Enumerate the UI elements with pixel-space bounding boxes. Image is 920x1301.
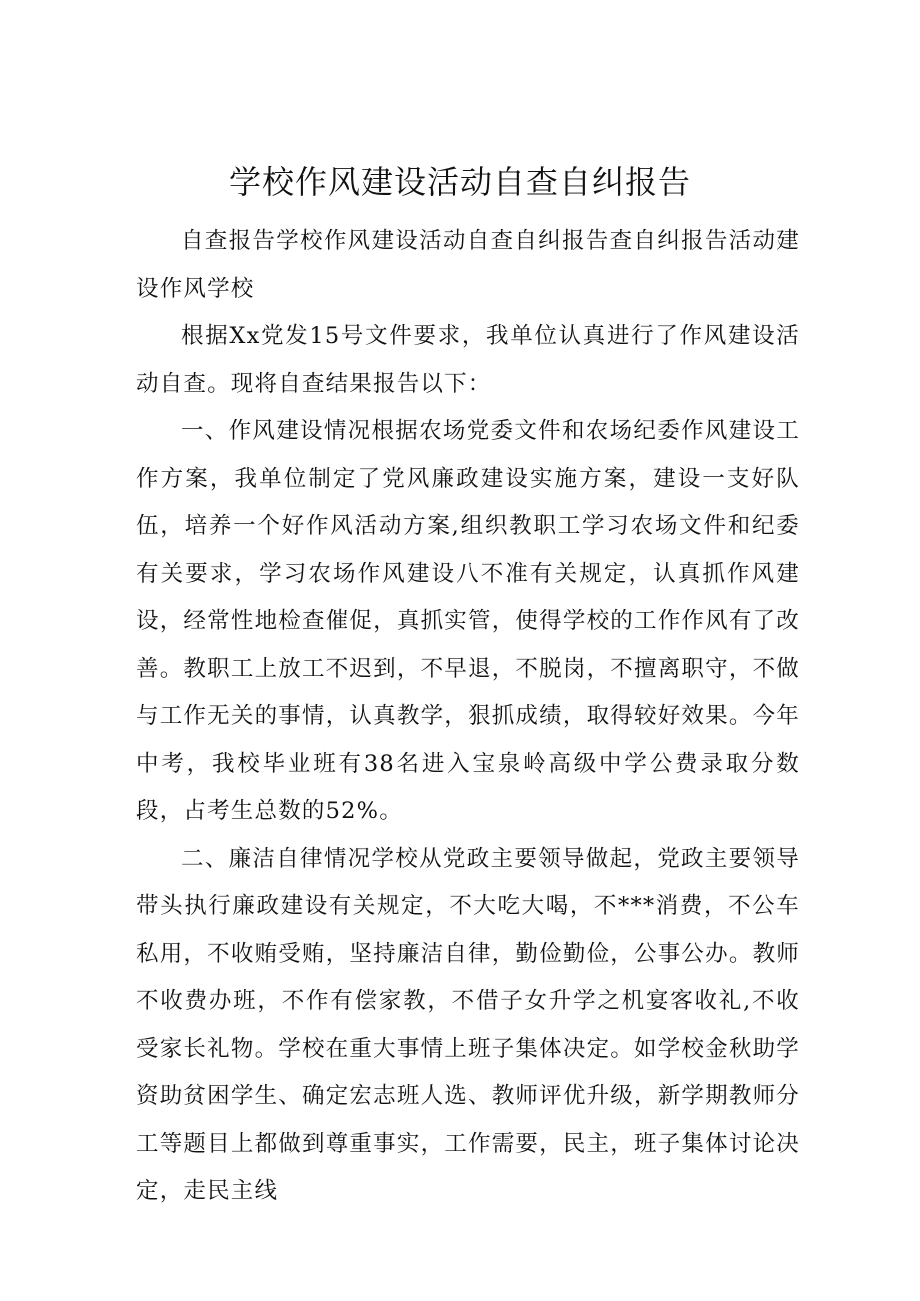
document-body xyxy=(136,218,800,1216)
document-title: 学校作风建设活动自查自纠报告 xyxy=(228,163,691,201)
paragraph-keywords: 自查报告学校作风建设活动自查自纠报告查自纠报告活动建设作风学校 xyxy=(136,228,800,302)
paragraph-section-2: 二、廉洁自律情况学校从党政主要领导做起，党政主要领导带头执行廉政建设有关规定，不大吃大喝，不***消费，不公车私用，不收贿受贿，坚持廉洁自律，勤俭勤俭，公事公办。教师不收费办班，不作有偿家教，不借子女升学之机宴客收礼,不收受家长礼物。学校在重大事情上班子集体决定。如学校金秋助学资助贫困学生、确定宏志班人选、教师评优升级，新学期教师分工等题目上都做到尊重事实，工作需要，民主，班子集体讨论决定，走民主线 xyxy=(136,845,800,1204)
paragraph-intro: 根据Xx党发15号文件要求，我单位认真进行了作风建设活动自查。现将自查结果报告以下： xyxy=(136,323,800,397)
paragraph-section-1: 一、作风建设情况根据农场党委文件和农场纪委作风建设工作方案，我单位制定了党风廉政建设实施方案，建设一支好队伍，培养一个好作风活动方案,组织教职工学习农场文件和纪委有关要求，学习农场作风建设八不准有关规定，认真抓作风建设，经常性地检查催促，真抓实管，使得学校的工作作风有了改善。教职工上放工不迟到，不早退，不脱岗，不擅离职守，不做与工作无关的事情，认真教学，狠抓成绩，取得较好效果。今年中考，我校毕业班有38名进入宝泉岭高级中学公费录取分数段，占考生总数的52%。 xyxy=(136,418,800,824)
